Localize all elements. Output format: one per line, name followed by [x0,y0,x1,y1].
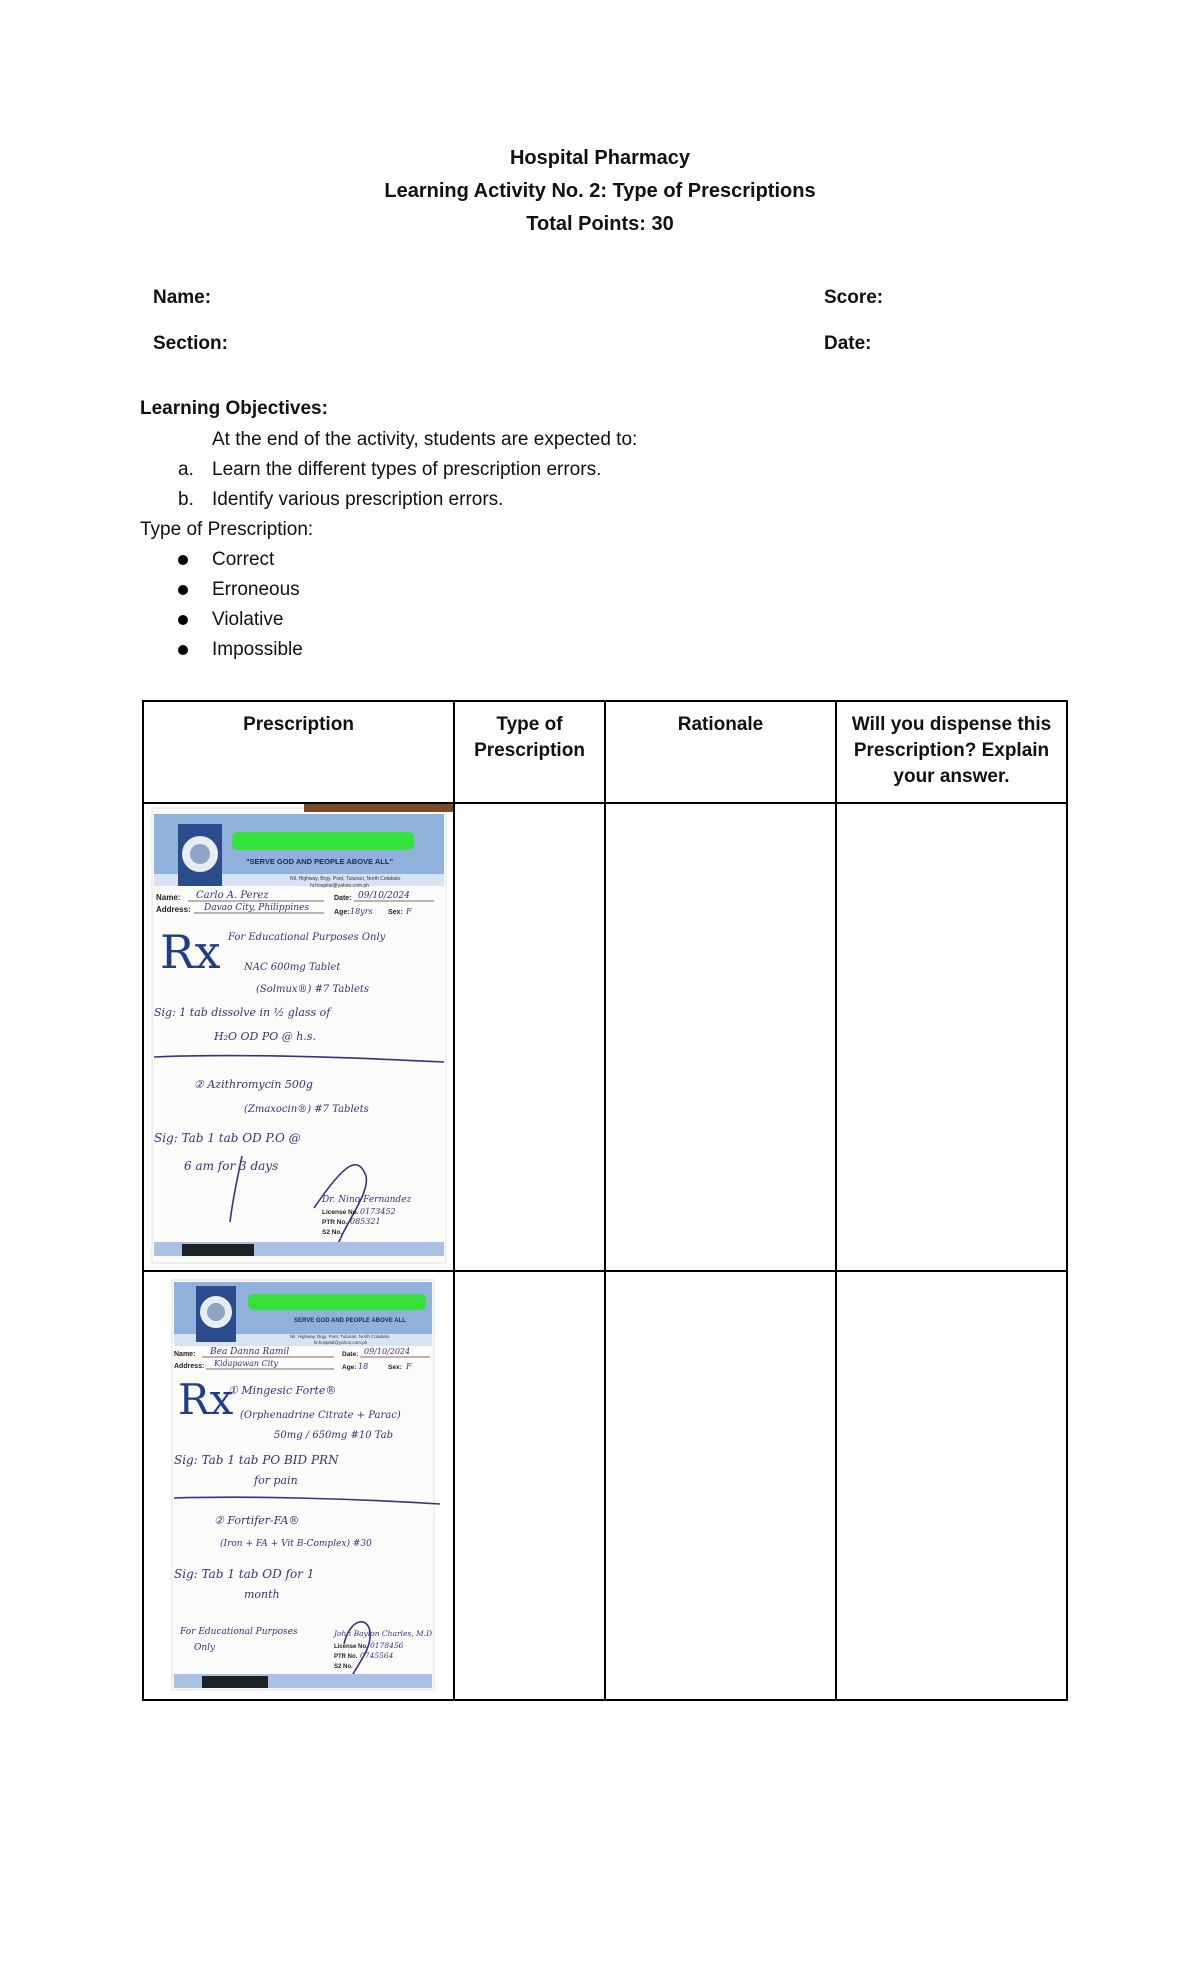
objective-marker: b. [178,489,194,510]
type-answer-cell[interactable] [454,803,605,1271]
rx-symbol: Rx [160,925,221,979]
table-row [143,803,1067,1271]
redaction-bar [232,832,414,850]
objective-marker: a. [178,459,194,480]
handwriting-line: 50mg / 650mg #10 Tab [274,1430,394,1441]
course-title: Hospital Pharmacy [509,147,691,169]
sex-label: Sex: [388,1364,402,1371]
activity-title: Learning Activity No. 2: Type of Prescriptions [384,180,816,202]
name-label: Name: [153,287,212,308]
rx-date-label: Date: [342,1351,359,1358]
patient-name-value: Bea Danna Ramil [210,1347,290,1357]
section-label: Section: [153,333,228,354]
handwriting-line: Sig: Tab 1 tab OD for 1 [174,1567,315,1581]
patient-name-label: Name: [156,893,181,902]
type-item: Erroneous [212,579,300,600]
handwriting-line: For Educational Purposes Only [228,932,386,943]
hospital-address: Nil. Highway, Brgy. Poet, Tulunan, North Cotabato [290,876,401,882]
handwriting-line: 6 am for 3 days [184,1159,279,1173]
dispense-answer-cell[interactable] [836,803,1067,1271]
redaction-bar [248,1294,426,1310]
ptr-label: PTR No. [334,1654,358,1660]
column-header-prescription: Prescription [143,701,454,803]
hospital-motto: SERVE GOD AND PEOPLE ABOVE ALL [294,1318,406,1324]
redaction-bar [202,1676,268,1688]
s2-label: S2 No. [322,1229,343,1236]
patient-name-label: Name: [174,1351,196,1358]
redaction-bar [182,1244,254,1256]
license-label: License No. [322,1209,359,1216]
ptr-value: 085321 [350,1217,381,1226]
patient-address-value: Davao City, Philippines [204,903,309,913]
date-label: Date: [824,333,872,354]
type-item: Impossible [212,639,303,660]
rationale-answer-cell[interactable] [605,803,836,1271]
patient-address-label: Address: [156,905,191,914]
bullet-icon [178,585,188,595]
handwriting-line: Only [194,1643,216,1653]
patient-address-value: Kidapawan City [214,1359,279,1368]
handwriting-line: Sig: 1 tab dissolve in ½ glass of [154,1006,331,1019]
prescription-table [142,700,1068,1701]
handwriting-line: For Educational Purposes [180,1627,298,1637]
objective-item: Identify various prescription errors. [212,489,504,510]
rationale-answer-cell[interactable] [605,1271,836,1700]
bullet-icon [178,645,188,655]
license-value: 0173452 [360,1207,396,1216]
sex-value: F [406,907,412,916]
type-answer-cell[interactable] [454,1271,605,1700]
handwriting-line: Sig: Tab 1 tab PO BID PRN [174,1453,339,1467]
prescription-image [144,804,453,1270]
doctor-name: John Baylon Charles, M.D [334,1629,433,1638]
patient-address-label: Address: [174,1363,205,1370]
bullet-icon [178,615,188,625]
handwriting-line: ① Mingesic Forte® [228,1384,337,1397]
dispense-answer-cell[interactable] [836,1271,1067,1700]
prescription-image [144,1272,453,1699]
age-value: 18yrs [350,907,373,916]
license-label: License No. [334,1644,368,1650]
type-item: Violative [212,609,284,630]
handwriting-line: Sig: Tab 1 tab OD P.O @ [154,1131,301,1145]
handwriting-line: ② Fortifer-FA® [214,1514,300,1527]
rx-date-value: 09/10/2024 [364,1347,411,1356]
column-header-dispense: Will you dispense this Prescription? Explain your answer. [836,701,1067,803]
handwriting-line: (Zmaxocin®) #7 Tablets [244,1104,369,1115]
age-label: Age: [334,909,350,916]
ptr-label: PTR No. [322,1219,348,1226]
license-value: 0178456 [370,1641,404,1650]
handwriting-line: (Iron + FA + Vit B-Complex) #30 [220,1539,372,1549]
total-points: Total Points: 30 [526,213,674,235]
s2-label: S2 No. [334,1664,353,1670]
age-label: Age: [342,1364,357,1371]
hospital-motto: "SERVE GOD AND PEOPLE ABOVE ALL" [246,857,393,866]
doctor-name: Dr. Nino Fernandez [322,1195,412,1205]
rx-date-value: 09/10/2024 [358,891,410,901]
objectives-intro: At the end of the activity, students are expected to: [212,429,638,450]
ptr-value: 0745564 [360,1651,394,1660]
column-header-type: Type of Prescription [454,701,605,803]
hospital-email: hi.hospital@yahoo.com.ph [310,883,369,889]
handwriting-line: month [244,1588,280,1601]
hospital-address: Nil. Highway, Brgy. Poet, Tulunan, North Cotabato [290,1334,390,1339]
patient-name-value: Carlo A. Perez [196,890,269,901]
type-item: Correct [212,549,275,570]
handwriting-line: (Solmux®) #7 Tablets [256,984,370,995]
handwriting-line: for pain [254,1474,298,1487]
bullet-icon [178,555,188,565]
prescription-cell [143,1271,454,1700]
objective-item: Learn the different types of prescription errors. [212,459,602,480]
prescription-cell [143,803,454,1271]
hospital-email: hi.hospital@yahoo.com.ph [314,1340,368,1345]
age-value: 18 [358,1362,369,1371]
table-row [143,1271,1067,1700]
rx-date-label: Date: [334,895,352,902]
types-heading: Type of Prescription: [140,519,314,540]
score-label: Score: [824,287,884,308]
handwriting-line: ② Azithromycin 500g [194,1078,313,1091]
column-header-rationale: Rationale [605,701,836,803]
objectives-heading: Learning Objectives: [140,398,328,419]
sex-label: Sex: [388,909,403,916]
rx-symbol: Rx [178,1375,234,1424]
handwriting-line: NAC 600mg Tablet [244,962,341,973]
sex-value: F [406,1362,412,1371]
table-header-row [143,701,1067,803]
handwriting-line: (Orphenadrine Citrate + Parac) [240,1410,401,1421]
handwriting-line: H₂O OD PO @ h.s. [214,1030,316,1043]
